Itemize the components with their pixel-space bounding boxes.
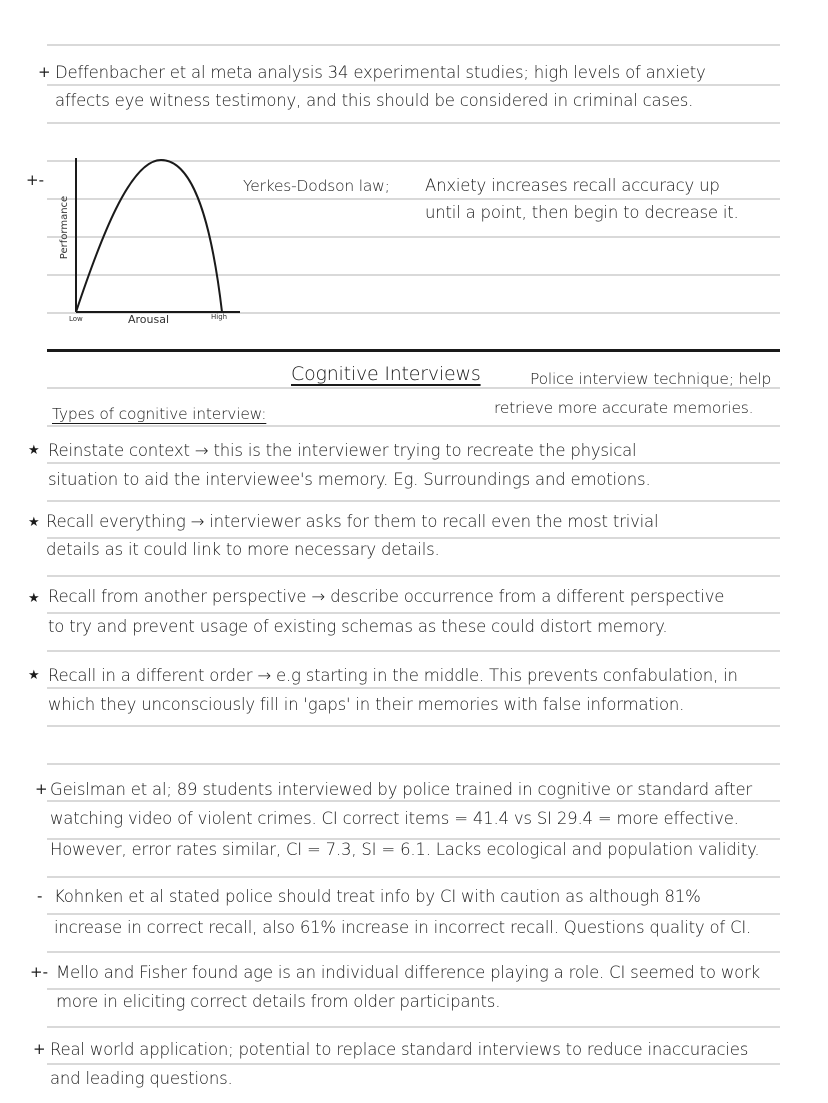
eval-line: more in eliciting correct details from older participants. — [56, 992, 501, 1011]
plus-mark: + — [35, 780, 48, 798]
rule-line — [47, 988, 780, 990]
rule-line — [47, 84, 780, 86]
rule-line — [47, 537, 780, 539]
minus-mark: - — [37, 887, 43, 905]
y-axis-label: Performance — [59, 195, 71, 260]
rule-line — [47, 800, 780, 802]
section-divider — [47, 349, 780, 352]
section-description-line: retrieve more accurate memories. — [494, 399, 754, 417]
rule-line — [47, 500, 780, 502]
section-description-line: Police interview technique; help — [530, 370, 772, 388]
types-heading: Types of cognitive interview: — [52, 405, 267, 423]
x-tick-high: High — [211, 313, 228, 321]
eval-line: Real world application; potential to replace standard interviews to reduce inaccuracies — [50, 1040, 749, 1059]
note-line: Deffenbacher et al meta analysis 34 experimental studies; high levels of anxiety — [55, 63, 706, 82]
plus-mark: + — [38, 63, 51, 81]
eval-line: Kohnken et al stated police should treat info by CI with caution as although 81% — [54, 887, 701, 906]
eval-line: increase in correct recall, also 61% increase in incorrect recall. Questions quality of CI. — [54, 918, 752, 937]
note-line: affects eye witness testimony, and this should be considered in criminal cases. — [55, 91, 694, 110]
yerkes-dodson-chart — [55, 150, 255, 330]
rule-line — [47, 1026, 780, 1028]
rule-line — [47, 575, 780, 577]
eval-line: Geislman et al; 89 students interviewed by police trained in cognitive or standard after — [50, 780, 752, 799]
plus-minus-mark: +- — [30, 963, 48, 981]
rule-line — [47, 763, 780, 765]
rule-line — [47, 425, 780, 427]
law-line: until a point, then begin to decrease it. — [425, 203, 739, 222]
star-icon: ★ — [28, 443, 40, 458]
star-icon: ★ — [28, 515, 40, 530]
eval-line: Mello and Fisher found age is an individual difference playing a role. CI seemed to work — [56, 963, 760, 982]
rule-line — [47, 612, 780, 614]
eval-line: watching video of violent crimes. CI correct items = 41.4 vs SI 29.4 = more effective. — [50, 809, 739, 828]
x-tick-low: Low — [69, 315, 83, 323]
eval-line: and leading questions. — [50, 1069, 233, 1088]
type-line: situation to aid the interviewee's memory. Eg. Surroundings and emotions. — [48, 470, 651, 489]
rule-line — [47, 687, 780, 689]
type-line: Recall everything → interviewer asks for them to recall even the most trivial — [46, 512, 659, 531]
rule-line — [47, 1063, 780, 1065]
rule-line — [47, 913, 780, 915]
rule-line — [47, 44, 780, 46]
rule-line — [47, 122, 780, 124]
law-label: Yerkes-Dodson law; — [243, 177, 390, 195]
plus-mark: + — [33, 1040, 46, 1058]
rule-line — [47, 951, 780, 953]
type-line: Recall from another perspective → describe occurrence from a different perspective — [48, 587, 725, 606]
rule-line — [47, 462, 780, 464]
type-line: Reinstate context → this is the interviewer trying to recreate the physical — [48, 441, 637, 460]
type-line: to try and prevent usage of existing schemas as these could distort memory. — [48, 617, 668, 636]
section-title: Cognitive Interviews — [291, 363, 481, 385]
law-line: Anxiety increases recall accuracy up — [425, 176, 720, 195]
star-icon: ★ — [28, 668, 40, 683]
type-line: which they unconsciously fill in 'gaps' in their memories with false information. — [48, 695, 685, 714]
rule-line — [47, 876, 780, 878]
rule-line — [47, 725, 780, 727]
plus-minus-mark: +- — [26, 171, 44, 189]
eval-line: However, error rates similar, CI = 7.3, SI = 6.1. Lacks ecological and population validity. — [50, 840, 760, 859]
rule-line — [47, 650, 780, 652]
star-icon: ★ — [28, 591, 40, 606]
x-axis-label: Arousal — [128, 313, 170, 326]
type-line: Recall in a different order → e.g starting in the middle. This prevents confabulation, in — [48, 666, 738, 685]
type-line: details as it could link to more necessary details. — [46, 540, 440, 559]
inverted-u-curve — [55, 150, 255, 330]
